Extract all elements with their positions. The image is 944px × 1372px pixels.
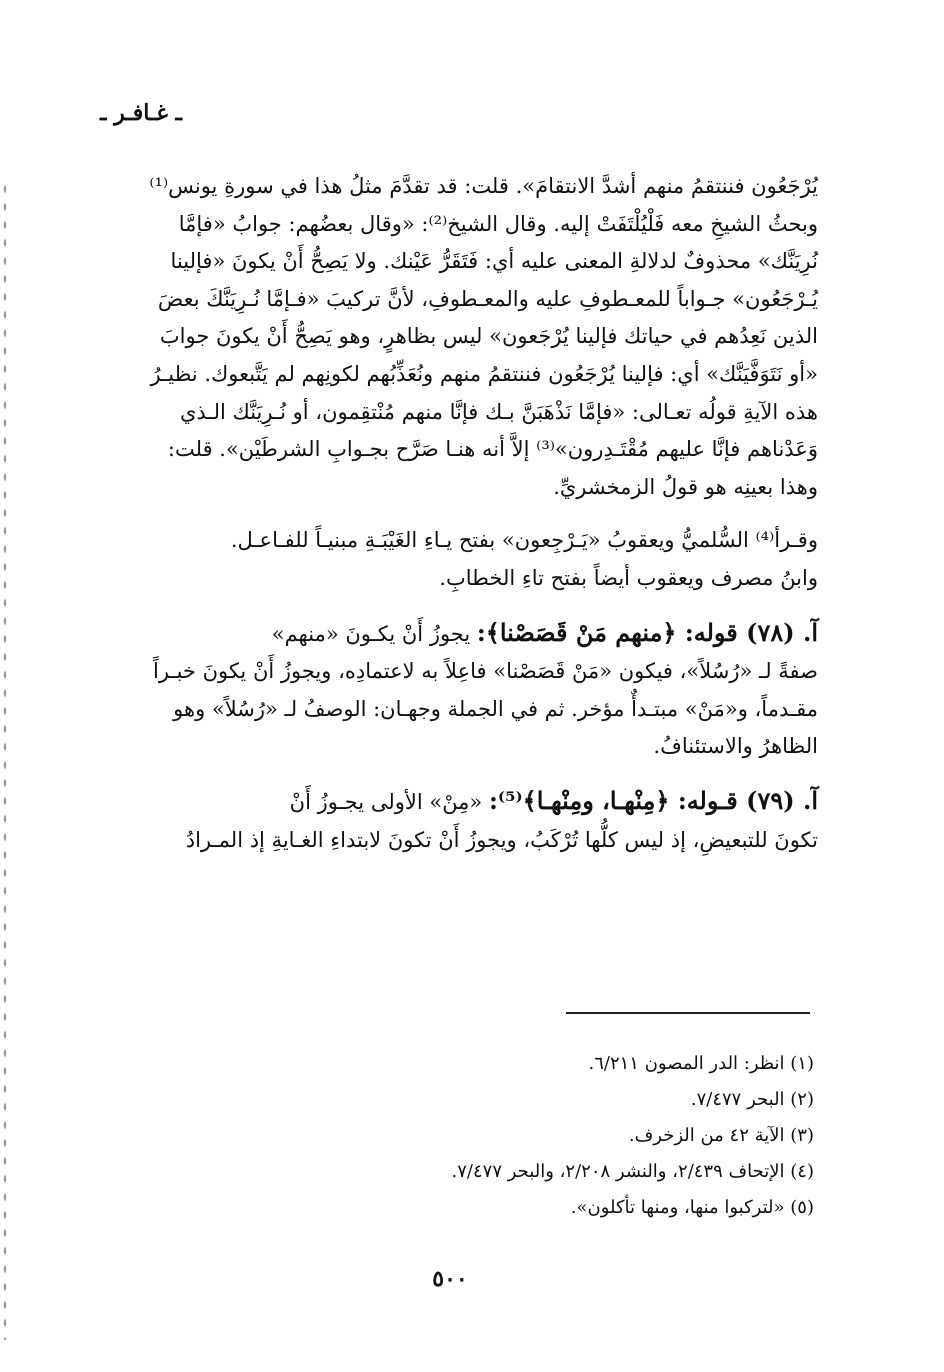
- paragraph-1: [96, 168, 818, 506]
- footnote: (١) انظر: الدر المصون ٦/٢١١.: [588, 1053, 814, 1074]
- text-line: «أو نَتَوَفَّيَنَّك» أي: فإلينا يُرْجَعُون فننتقمُ منهم ونُعَذِّبُهم لكونِهم لم يَتَّبعوك. نظيـرُ: [150, 361, 818, 386]
- binding-edge-dots: [2, 180, 8, 1340]
- footnote: (٥) «لتركبوا منها، ومنها تأكلون».: [570, 1197, 814, 1218]
- text-line: الظاهرُ والاستئنافُ.: [653, 734, 818, 759]
- verse-79-commentary: [96, 782, 818, 859]
- running-header: ـ غـافـر ـ: [100, 100, 182, 126]
- text-line: وقـرأ⁽⁴⁾ السُّلميُّ ويعقوبُ «يَـرْجِعون» بفتح يـاءِ الغَيْبَـةِ مبنيـاً للفـاعـل.: [230, 528, 818, 553]
- paragraph-gap: [96, 506, 818, 522]
- text-line: تكونَ للتبعيضِ، إذ ليس كلُّها تُرْكَبُ، ويجوزُ أَنْ تكونَ لابتداءِ الغـايةِ إذ المـرادُ: [185, 827, 818, 852]
- text-line: صفةً لـ «رُسُلاً»، فيكون «مَنْ قَصَصْنا» فاعِلاً به لاعتمادِه، ويجوزُ أَنْ يكونَ خبـراً: [153, 659, 818, 684]
- text-line: وبحثُ الشيخِ معه فَلْيُلْتَفَتْ إليه. وقال الشيخ⁽²⁾: «وقال بعضُهم: جوابُ «فإمَّا: [178, 211, 818, 236]
- text-line: وابنُ مصرف ويعقوب أيضاً بفتح تاءِ الخطابِ.: [439, 565, 818, 590]
- text-line: يُرْجَعُون فننتقمُ منهم أشدَّ الانتقامَ». قلت: قد تقدَّمَ مثلُ هذا في سورةِ يونس⁽¹⁾: [149, 174, 818, 198]
- footnotes: [300, 1046, 814, 1226]
- main-text: [96, 168, 818, 859]
- footnote: (٣) الآية ٤٢ من الزخرف.: [628, 1125, 814, 1146]
- footnote: (٢) البحر ٧/٤٧٧.: [690, 1089, 814, 1110]
- text-line: يُـرْجَعُون» جـواباً للمعـطوفِ عليه والمعـطوفِ، لأنَّ تركيبَ «فـإمَّا نُـرِيَنَّكَ بعضَ: [157, 286, 818, 311]
- paragraph-2: [96, 522, 818, 597]
- text-span: يجوزُ أَنْ يكـونَ «منهم»: [271, 621, 477, 646]
- text-line: وهذا بعينِه هو قولُ الزمخشريِّ.: [553, 474, 818, 499]
- page-number: ٥٠٠: [432, 1266, 468, 1292]
- verse-78-commentary: [96, 614, 818, 766]
- text-line: وَعَدْناهم فإنَّا عليهم مُقْتَـدِرون»⁽³⁾ إلاَّ أنه هنـا صَرَّح بجـوابِ الشرطَيْن». قلت:: [167, 437, 818, 462]
- footnote: (٤) الإتحاف ٢/٤٣٩، والنشر ٢/٢٠٨، والبحر ٧/٤٧٧.: [451, 1161, 814, 1182]
- text-line: [96, 782, 818, 822]
- text-span: «مِنْ» الأولى يجـوزُ أَنْ: [289, 789, 489, 814]
- paragraph-gap: [96, 598, 818, 614]
- verse-heading: آ. (٧٨) قوله: ﴿منهم مَنْ قَصَصْنا﴾:: [476, 617, 818, 647]
- footnote-divider: [566, 1012, 810, 1014]
- text-line: [96, 614, 818, 654]
- text-line: هذه الآيةِ قولُه تعـالى: «فإمَّا نَذْهَبَنَّ بـك فإنَّا منهم مُنْتقِمون، أو نُـرِيَنَّك الـذي: [180, 399, 818, 424]
- paragraph-gap: [96, 766, 818, 782]
- verse-heading: آ. (٧٩) قـوله: ﴿مِنْهـا، ومِنْهـا﴾⁽⁵⁾:: [488, 785, 818, 815]
- text-line: الذين نَعِدُهم في حياتك فإلينا يُرْجَعون» ليس بظاهرٍ، وهو يَصِحُّ أَنْ يكونَ جوابَ: [159, 324, 818, 349]
- text-line: مقـدماً، و«مَنْ» مبتـدأٌ مؤخر. ثم في الجملة وجهـان: الوصفُ لـ «رُسُلاً» وهو: [173, 696, 818, 721]
- text-line: نُرِيَنَّك» محذوفٌ لدلالةِ المعنى عليه أي: فَتَقَرُّ عَيْنك. ولا يَصِحُّ أَنْ يكونَ «فإلينا: [170, 249, 818, 274]
